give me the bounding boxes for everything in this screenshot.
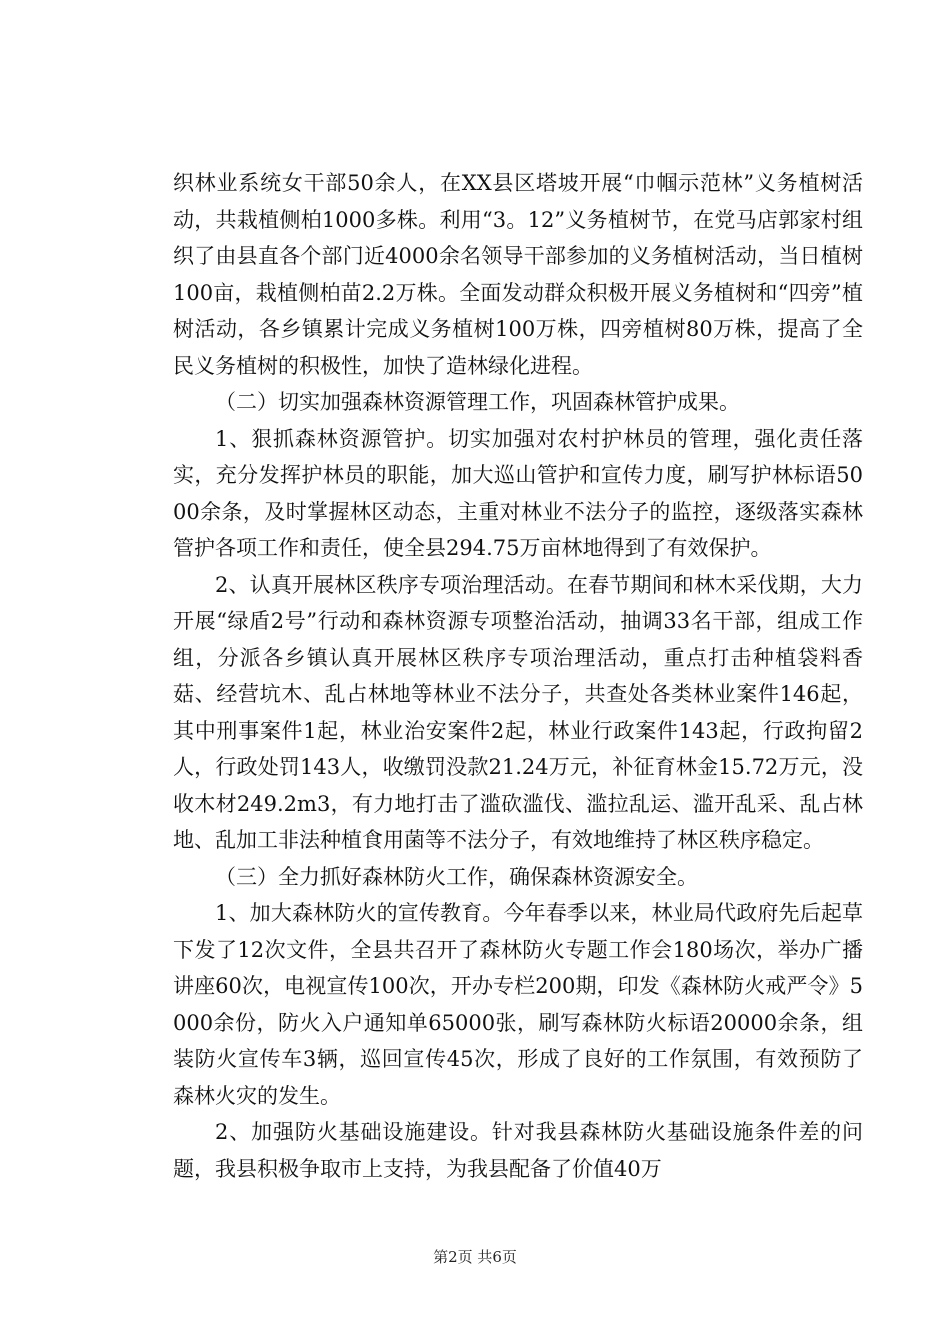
page-footer — [0, 1246, 950, 1267]
paragraph-continued: 织林业系统女干部50余人，在XX县区塔坡开展“巾帼示范林”义务植树活动，共栽植侧柏1000多株。利用“3。12”义务植树节，在党马店郭家村组织了由县直各个部门近4000余名领导干部参加的义务植树活动，当日植树100亩，栽植侧柏苗2.2万株。全面发动群众积极开展义务植树和“四旁”植树活动，各乡镇累计完成义务植树100万株，四旁植树80万株，提高了全民义务植树的积极性，加快了造林绿化进程。 — [173, 171, 863, 378]
paragraph-fire-publicity: 1、加大森林防火的宣传教育。今年春季以来，林业局代政府先后起草下发了12次文件，全县共召开了森林防火专题工作会180场次，举办广播讲座60次，电视宣传100次，开办专栏200期，印发《森林防火戒严令》5000余份，防火入户通知单65000张，刷写森林防火标语20000余条，组装防火宣传车3辆，巡回宣传45次，形成了良好的工作氛围，有效预防了森林火灾的发生。 — [173, 901, 863, 1108]
document-body — [173, 165, 863, 1187]
paragraph-special-rectification: 2、认真开展林区秩序专项治理活动。在春节期间和林木采伐期，大力开展“绿盾2号”行动和森林资源专项整治活动，抽调33名干部，组成工作组，分派各乡镇认真开展林区秩序专项治理活动，重点打击种植袋料香菇、经营坑木、乱占林地等林业不法分子，共查处各类林业案件146起，其中刑事案件1起，林业治安案件2起，林业行政案件143起，行政拘留2人，行政处罚143人，收缴罚没款21.24万元，补征育林金15.72万元，没收木材249.2m3，有力地打击了滥砍滥伐、滥拉乱运、滥开乱采、乱占林地、乱加工非法种植食用菌等不法分子，有效地维持了林区秩序稳定。 — [173, 572, 863, 852]
page-number-label: 第2页 共6页 — [433, 1248, 517, 1266]
section-heading-2: （二）切实加强森林资源管理工作，巩固森林管护成果。 — [215, 390, 740, 414]
paragraph-resource-protection: 1、狠抓森林资源管护。切实加强对农村护林员的管理，强化责任落实，充分发挥护林员的职能，加大巡山管护和宣传力度，刷写护林标语5000余条，及时掌握林区动态，主重对林业不法分子的监控，逐级落实森林管护各项工作和责任，使全县294.75万亩林地得到了有效保护。 — [173, 426, 863, 560]
paragraph-fire-infrastructure: 2、加强防火基础设施建设。针对我县森林防火基础设施条件差的问题，我县积极争取市上支持，为我县配备了价值40万 — [173, 1120, 863, 1181]
section-heading-3: （三）全力抓好森林防火工作，确保森林资源安全。 — [215, 864, 698, 889]
